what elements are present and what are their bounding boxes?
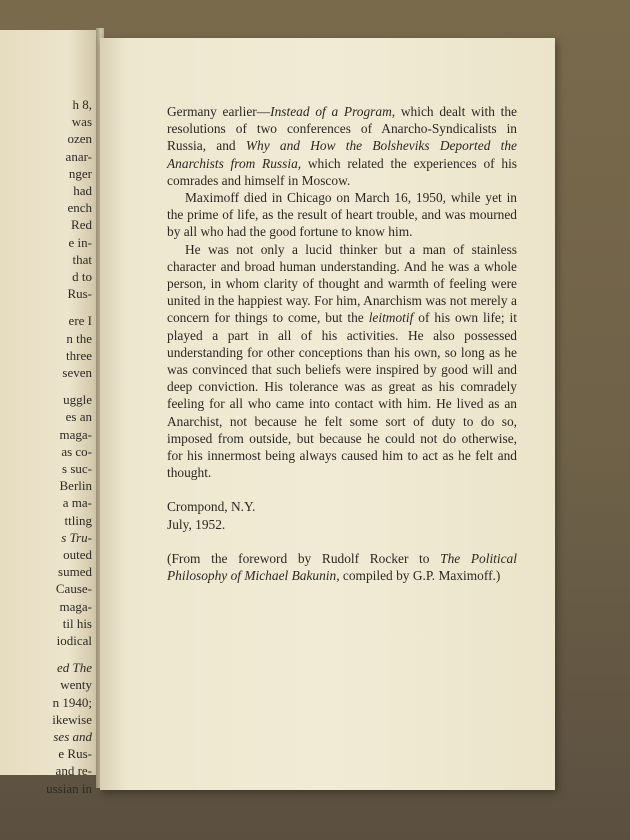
text-run: of his own life; it played a part in all of his activities. He also possessed understanding for other conceptions than his own, so long as he was convinced that such beliefs were inspired by good will and deep conviction. His tolerance was as great as his comradely feeling for all who came into contact with him. He lived as an Anarchist, not because he felt some sort of duty to do so, imposed from outside, but because he could not do otherwise, for his innermost being always caused him to act as he felt and thought.	[167, 310, 517, 481]
left-page	[0, 30, 98, 796]
left-page-line: that	[72, 251, 92, 267]
left-page-line: and re-	[55, 763, 92, 779]
left-page-line: til his	[62, 615, 92, 631]
left-page-line: as co-	[61, 443, 92, 459]
left-page-line: ses and	[53, 729, 92, 744]
left-page-line: nger	[68, 165, 92, 181]
left-page-line: ttling	[64, 512, 92, 528]
left-page-line: maga-	[59, 598, 92, 614]
left-page-line: s suc-	[62, 461, 92, 476]
italic-title: leitmotif	[368, 310, 414, 326]
left-page-line: was	[71, 114, 92, 130]
left-page-line: es an	[65, 409, 92, 425]
left-page-line: s Tru-	[61, 529, 92, 545]
left-page-line: Cause-	[55, 581, 92, 597]
left-page-line: ussian in	[46, 780, 92, 796]
left-page-line: ench	[67, 200, 92, 216]
credit-suffix: compiled by G.P. Maximoff.)	[339, 568, 501, 584]
signature-place: Crompond, N.Y.	[167, 499, 256, 515]
left-page-line: ed The	[56, 660, 92, 676]
left-page-line: d to	[72, 269, 92, 284]
paragraph-intro	[167, 103, 517, 189]
left-page-line: uggle	[63, 392, 92, 408]
source-credit	[167, 550, 517, 584]
left-page-line: e Rus-	[58, 746, 92, 762]
credit-book-title: The Political Philosophy of Michael Bakunin,	[167, 550, 517, 584]
left-page-line: three	[66, 347, 92, 363]
left-page-line: Berlin	[59, 478, 92, 494]
left-page-line: h 8,	[72, 97, 92, 112]
left-page-line: e in-	[68, 234, 92, 250]
left-page-line: had	[73, 183, 92, 198]
left-page-line: ere I	[68, 313, 92, 329]
text-run: Germany earlier—	[167, 104, 271, 119]
left-page-line: Red	[71, 217, 92, 233]
left-page-line: maga-	[59, 426, 92, 442]
signature-date: July, 1952.	[167, 516, 226, 532]
left-page-line: ozen	[67, 131, 92, 147]
left-page-line: outed	[63, 547, 92, 562]
page-text	[167, 103, 517, 584]
left-page-line: n 1940;	[52, 694, 92, 710]
paragraph-death	[167, 189, 517, 241]
left-page-line: sumed	[58, 564, 92, 580]
credit-prefix: (From the foreword by Rudolf Rocker to	[167, 550, 441, 566]
left-page-line: a ma-	[62, 495, 92, 511]
italic-title: Why and How the Bolsheviks Deported the Anarchists from Russia,	[167, 138, 517, 171]
left-page-line: n the	[66, 330, 92, 346]
left-page-line: seven	[62, 365, 92, 380]
left-page-line: ikewise	[52, 711, 92, 727]
text-run: which dealt with the resolutions of two conferences of Anarcho-Syndicalists in Russia, and	[167, 104, 517, 154]
italic-title: Instead of a Program,	[270, 104, 396, 119]
text-run: He was not only a lucid thinker but a man of stainless character and broad human understanding. And he was a whole person, in whom clarity of thought and warmth of feeling were united in the happiest way. For him, Anarchism was not merely a concern for things to come, but the	[167, 241, 517, 326]
left-page-text	[0, 30, 98, 796]
left-page-line: iodical	[56, 633, 92, 648]
text-run: which related the experiences of his comrades and himself in Moscow.	[167, 155, 518, 188]
text-run: Maximoff died in Chicago on March 16, 1950, while yet in the prime of life, as the result of heart trouble, and was mourned by all who had the good fortune to know him.	[167, 190, 517, 240]
left-page-line: wenty	[60, 677, 92, 693]
left-page-line: Rus-	[67, 286, 92, 302]
paragraph-character	[167, 241, 517, 482]
left-page-line: anar-	[65, 148, 92, 164]
